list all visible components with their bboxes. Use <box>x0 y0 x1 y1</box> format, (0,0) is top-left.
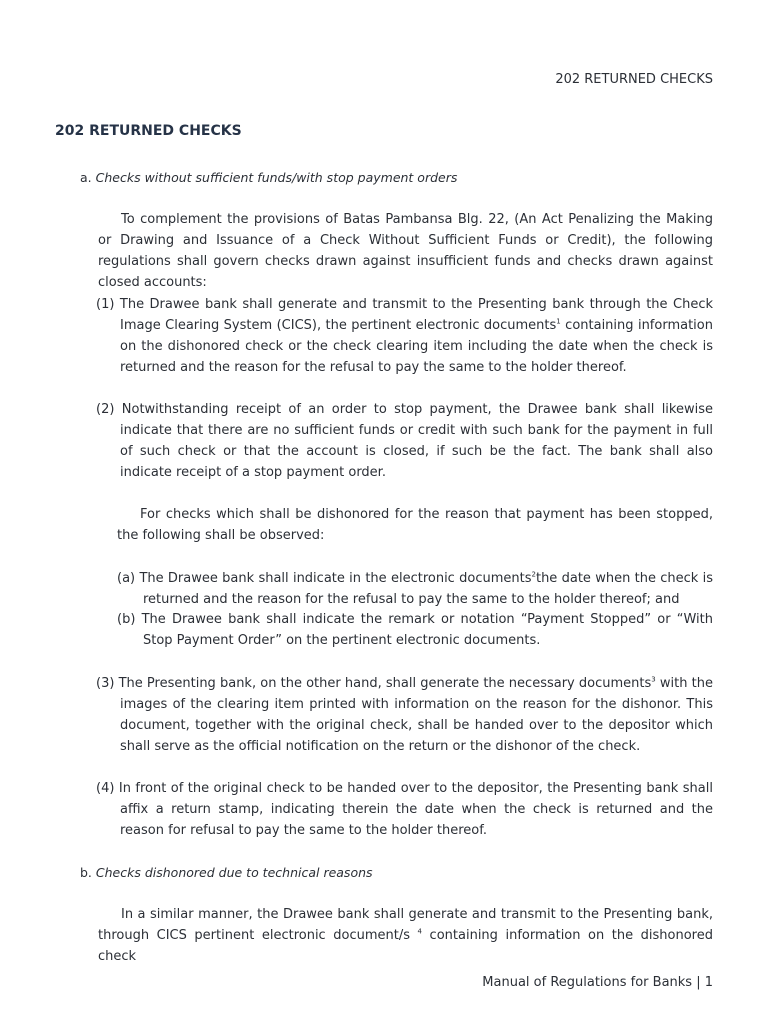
item-4-text: In front of the original check to be handed over to the depositor, the Presenting bank shall affix a return stamp, indicating therein the date when the check is returned and the reason for refusal to pay the same to the holder thereof. <box>118 781 713 838</box>
page-title: 202 RETURNED CHECKS <box>55 123 242 139</box>
list-item-1 <box>96 294 713 378</box>
item-1-number: (1) <box>96 297 115 312</box>
sub-a-text-a: The Drawee bank shall indicate in the electronic documents <box>139 571 532 586</box>
item-3-text-a: The Presenting bank, on the other hand, shall generate the necessary documents <box>118 676 652 691</box>
item-2-number: (2) <box>96 402 115 417</box>
sub-item-b <box>117 609 713 651</box>
section-a-heading: Checks without sufficient funds/with stop payment orders <box>95 170 458 185</box>
section-a-intro: To complement the provisions of Batas Pambansa Blg. 22, (An Act Penalizing the Making or Drawing and Issuance of a Check Without Sufficient Funds or Credit), the following regulations shall govern checks drawn against insufficient funds and checks drawn against closed accounts: <box>98 212 713 290</box>
footnote-ref-3[interactable]: 3 <box>651 675 656 684</box>
section-b-label <box>80 865 373 880</box>
sub-b-number: (b) <box>117 612 136 627</box>
list-item-3 <box>96 673 713 757</box>
item-4-number: (4) <box>96 781 115 796</box>
footnote-ref-4[interactable]: 4 <box>417 927 423 936</box>
item-1-text-b: containing information on the dishonored check or the check clearing item including the date when the check is returned and the reason for the refusal to pay the same to the holder thereof. <box>120 318 713 375</box>
sub-item-a <box>117 568 713 610</box>
item-1-text-a: The Drawee bank shall generate and transmit to the Presenting bank through the Check Image Clearing System (CICS), the pertinent electronic documents <box>119 297 713 333</box>
stop-payment-intro: For checks which shall be dishonored for the reason that payment has been stopped, the following shall be observed: <box>117 507 713 543</box>
section-b-text-b: containing information on the dishonored check <box>98 928 713 964</box>
item-3-number: (3) <box>96 676 115 691</box>
section-a-marker: a. <box>80 170 92 185</box>
section-b-marker: b. <box>80 865 92 880</box>
item-3-text-b: with the images of the clearing item printed with information on the reason for the dishonor. This document, together with the original check, shall be handed over to the depositor which shall serve as the official notification on the return or the dishonor of the check. <box>120 676 713 754</box>
section-b-intro <box>98 904 713 964</box>
footnote-ref-2[interactable]: 2 <box>531 570 536 579</box>
sub-a-text-b: the date when the check is returned and the reason for the refusal to pay the same to the holder thereof; and <box>143 571 714 607</box>
page-footer: Manual of Regulations for Banks | 1 <box>482 975 713 990</box>
section-a-label <box>80 170 457 185</box>
sub-a-number: (a) <box>117 571 136 586</box>
list-item-4 <box>96 778 713 841</box>
running-header: 202 RETURNED CHECKS <box>555 72 713 87</box>
sub-b-text: The Drawee bank shall indicate the remark or notation “Payment Stopped” or “With Stop Payment Order” on the pertinent electronic documents. <box>141 612 713 648</box>
item-2-text: Notwithstanding receipt of an order to stop payment, the Drawee bank shall likewise indicate that there are no sufficient funds or credit with such bank for the payment in full of such check or that the account is closed, if such be the fact. The bank shall also indicate receipt of a stop payment order. <box>120 402 713 480</box>
footnote-ref-1[interactable]: 1 <box>556 317 561 326</box>
section-b-heading: Checks dishonored due to technical reasons <box>95 865 373 880</box>
list-item-2 <box>96 399 713 483</box>
section-b-text-a: In a similar manner, the Drawee bank shall generate and transmit to the Presenting bank, through CICS pertinent electronic document/s <box>98 907 713 943</box>
